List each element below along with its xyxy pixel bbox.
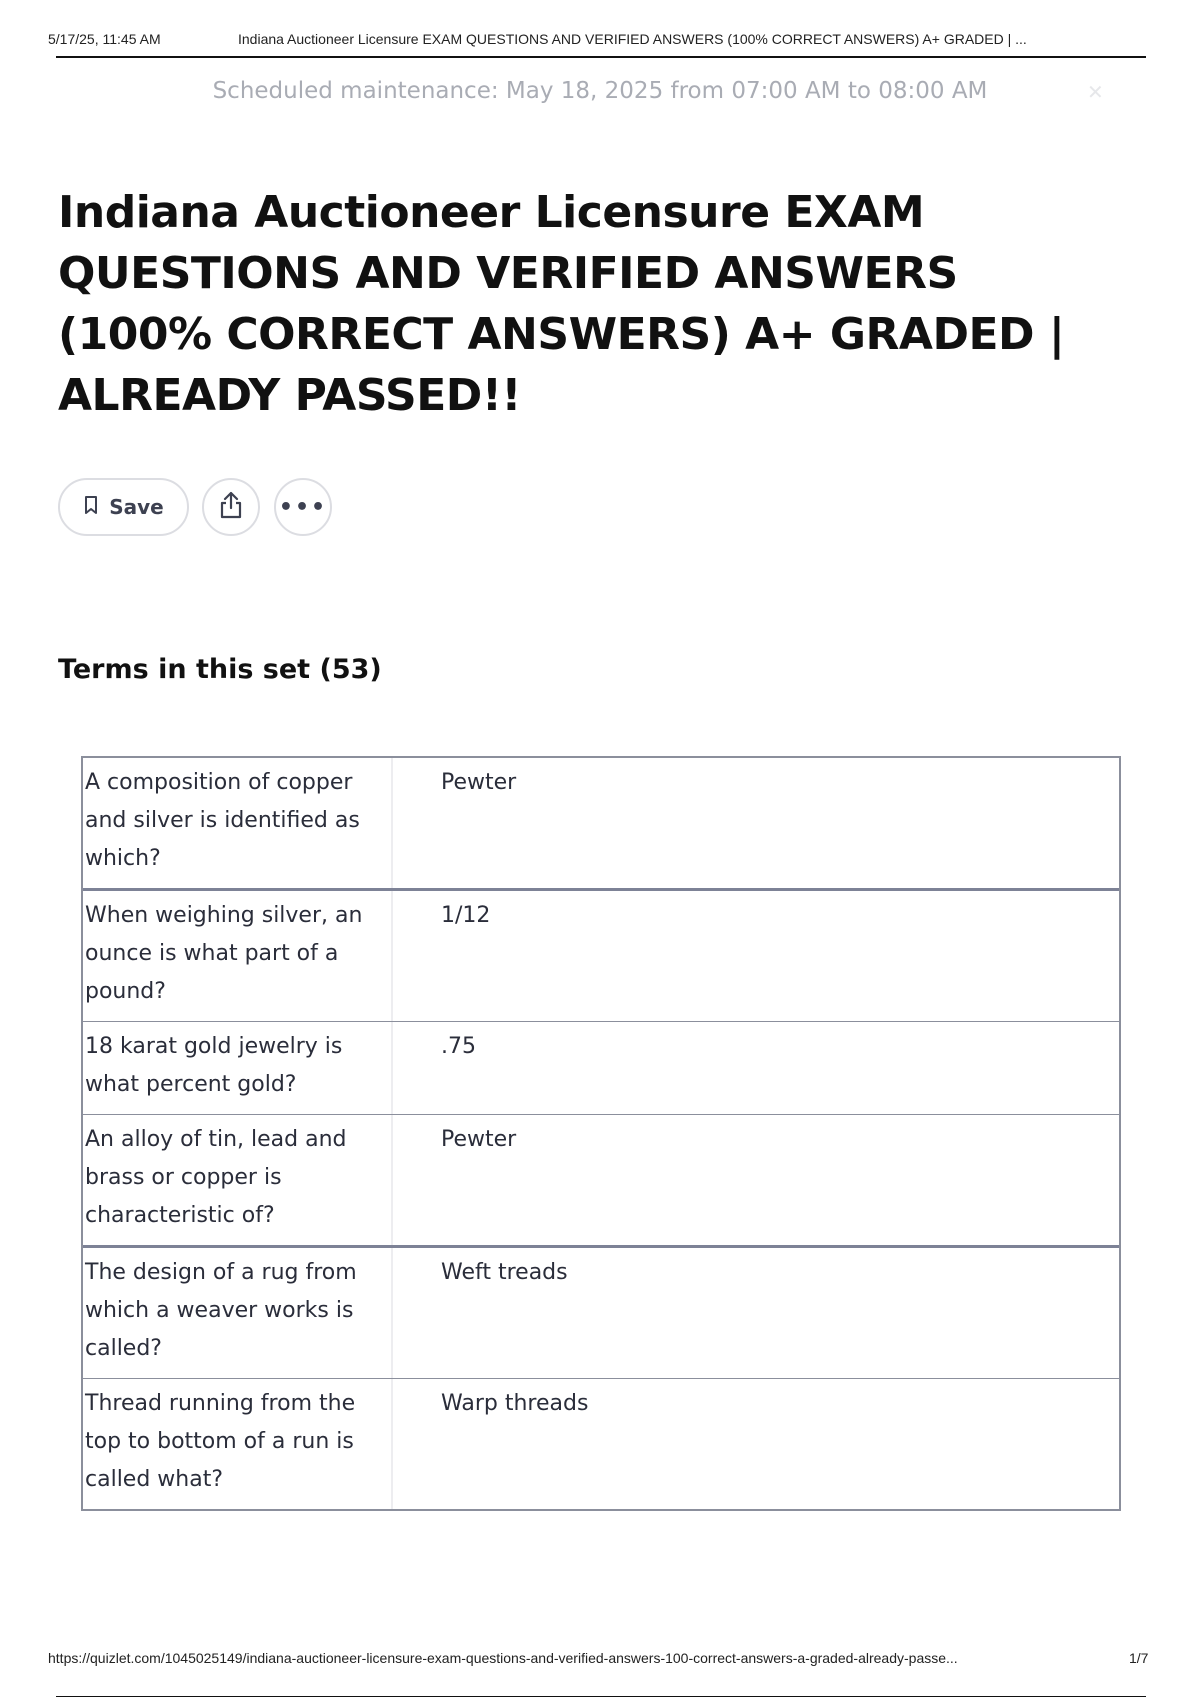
definition-cell: Pewter xyxy=(441,770,517,795)
term-cell: 18 karat gold jewelry is what percent gold? xyxy=(83,1022,393,1114)
definition-cell: Weft treads xyxy=(441,1260,568,1285)
save-button[interactable] xyxy=(58,478,189,536)
table-row xyxy=(83,1245,1119,1378)
definition-cell: 1/12 xyxy=(441,903,491,928)
print-url: https://quizlet.com/1045025149/indiana-auctioneer-licensure-exam-questions-and-verified-answers-100-correct-answers-a-graded-already-passe... xyxy=(48,1650,958,1666)
term-cell: When weighing silver, an ounce is what part of a pound? xyxy=(83,891,393,1021)
print-footer xyxy=(48,1650,1148,1690)
table-row xyxy=(83,1114,1119,1245)
page-number: 1/7 xyxy=(1129,1650,1149,1666)
bookmark-icon xyxy=(83,495,99,519)
term-cell: A composition of copper and silver is identified as which? xyxy=(83,758,393,888)
definition-cell: Pewter xyxy=(441,1127,517,1152)
print-timestamp: 5/17/25, 11:45 AM xyxy=(48,31,161,47)
definition-cell: .75 xyxy=(441,1034,476,1059)
maintenance-banner: Scheduled maintenance: May 18, 2025 from 07:00 AM to 08:00 AM xyxy=(212,78,988,104)
table-row xyxy=(83,1021,1119,1114)
term-cell: An alloy of tin, lead and brass or copper is characteristic of? xyxy=(83,1115,393,1245)
terms-table xyxy=(81,756,1121,1511)
save-label: Save xyxy=(109,495,164,519)
table-row xyxy=(83,888,1119,1021)
more-icon: ••• xyxy=(278,494,328,520)
footer-rule xyxy=(56,1696,1146,1697)
print-header xyxy=(48,28,1148,58)
print-document-title: Indiana Auctioneer Licensure EXAM QUESTIONS AND VERIFIED ANSWERS (100% CORRECT ANSWERS) A+ GRADED | ... xyxy=(238,31,1027,47)
definition-cell: Warp threads xyxy=(441,1391,589,1416)
term-cell: Thread running from the top to bottom of a run is called what? xyxy=(83,1379,393,1509)
close-icon[interactable]: ✕ xyxy=(1087,80,1104,104)
share-button[interactable] xyxy=(202,478,260,536)
term-cell: The design of a rug from which a weaver works is called? xyxy=(83,1248,393,1378)
more-button[interactable] xyxy=(274,478,332,536)
share-icon xyxy=(218,490,244,524)
page-title: Indiana Auctioneer Licensure EXAM QUESTIONS AND VERIFIED ANSWERS (100% CORRECT ANSWERS) A+ GRADED | ALREADY PASSED!! xyxy=(58,187,1065,421)
table-row xyxy=(83,758,1119,888)
table-row xyxy=(83,1378,1119,1509)
header-rule xyxy=(56,56,1146,58)
terms-heading: Terms in this set (53) xyxy=(58,654,382,685)
